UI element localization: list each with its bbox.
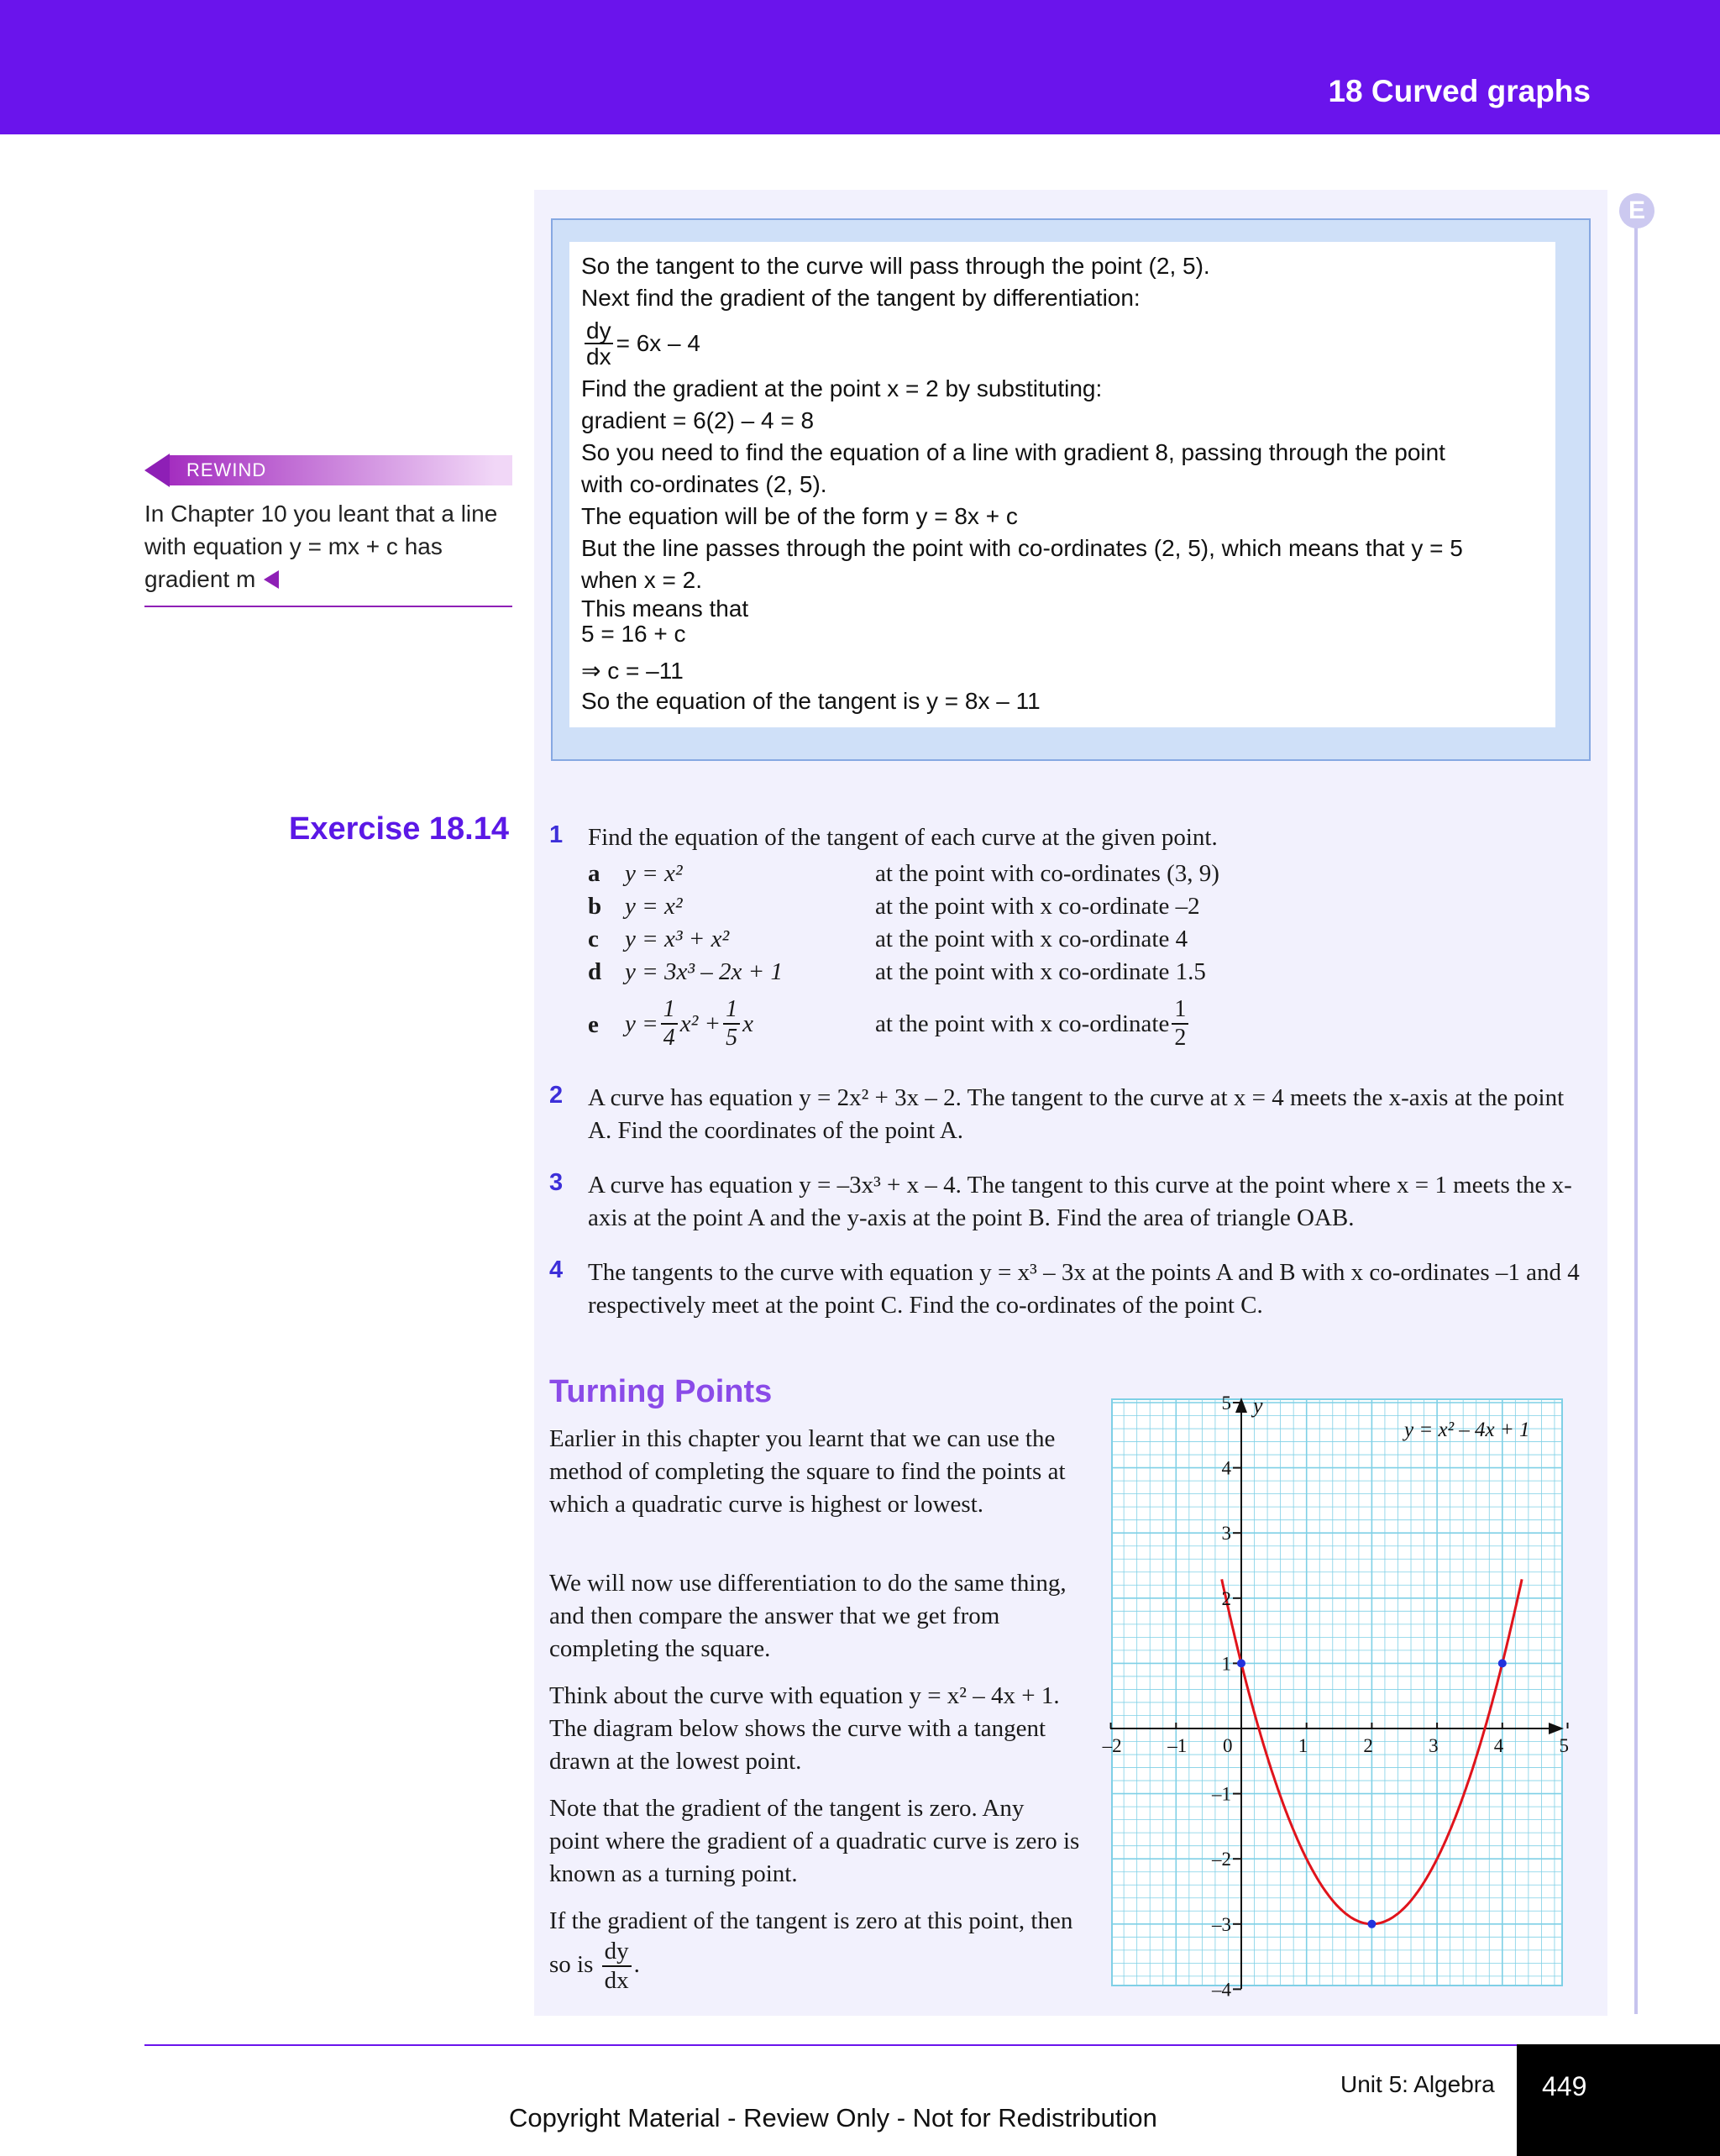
rewind-arrow-icon — [144, 454, 170, 487]
worked-example-body — [569, 242, 1555, 727]
side-rule — [1634, 220, 1638, 2014]
part-equation: y = x³ + x² — [625, 926, 730, 952]
fraction-numerator: 1 — [1172, 996, 1188, 1025]
dydx-fraction — [585, 318, 613, 370]
question-text: Find the equation of the tangent of each curve at the given point. — [588, 824, 1218, 851]
y-tick-label: 1 — [1221, 1653, 1231, 1675]
section-heading: Turning Points — [549, 1374, 773, 1409]
x-tick-label: 2 — [1363, 1735, 1373, 1756]
question-number: 1 — [549, 821, 564, 848]
paragraph: Note that the gradient of the tangent is zero. Any point where the gradient of a quadratic curve is zero is known as a turning point. — [549, 1795, 1080, 1887]
part-condition: at the point with x co-ordinate 1.5 — [875, 958, 1206, 985]
fraction-numerator: 1 — [661, 996, 678, 1025]
example-line: when x = 2. — [581, 567, 702, 593]
fraction — [661, 996, 678, 1052]
extended-badge: E — [1619, 193, 1654, 228]
curve-point — [1367, 1920, 1376, 1928]
y-tick-label: –2 — [1212, 1849, 1231, 1870]
paragraph: Think about the curve with equation y = x² – 4x + 1. The diagram below shows the curve with a tangent drawn at the lowest point. — [549, 1682, 1060, 1775]
header-band — [0, 0, 1720, 134]
copyright-notice: Copyright Material - Review Only - Not for Redistribution — [509, 2103, 1157, 2132]
example-line: But the line passes through the point with co-ordinates (2, 5), which means that y = 5 — [581, 535, 1463, 561]
fraction-denominator: 4 — [663, 1025, 675, 1051]
fraction-denominator: dx — [604, 1967, 629, 1995]
x-tick-label: –1 — [1167, 1735, 1188, 1756]
example-line: The equation will be of the form y = 8x + c — [581, 503, 1018, 529]
eq-prefix: y = — [625, 1010, 658, 1037]
paragraph-text: If the gradient of the tangent is zero at this point, then so is — [549, 1907, 1073, 1978]
dydx-fraction — [602, 1938, 632, 1996]
rewind-note — [144, 454, 512, 607]
fraction-numerator: dy — [586, 317, 611, 344]
question-text: A curve has equation y = 2x² + 3x – 2. The tangent to the curve at x = 4 meets the x-axis at the point A. Find the coordinates of the point A. — [588, 1084, 1565, 1144]
paragraph-end: . — [633, 1951, 640, 1978]
condition-text: at the point with x co-ordinate — [875, 1010, 1170, 1037]
rewind-end-marker-icon — [264, 570, 279, 589]
example-line: gradient = 6(2) – 4 = 8 — [581, 407, 815, 433]
unit-label: Unit 5: Algebra — [1340, 2071, 1495, 2097]
rewind-tab — [144, 454, 512, 487]
part-label: d — [588, 958, 602, 985]
rewind-text-body: In Chapter 10 you leant that a line with equation y = mx + c has gradient m — [144, 501, 498, 592]
example-line: This means that — [581, 595, 749, 622]
y-tick-label: 4 — [1221, 1457, 1231, 1479]
part-label: e — [588, 1011, 599, 1038]
example-line: Find the gradient at the point x = 2 by substituting: — [581, 375, 1103, 401]
part-condition: at the point with co-ordinates (3, 9) — [875, 860, 1219, 887]
question-number: 2 — [549, 1082, 564, 1109]
example-line: with co-ordinates (2, 5). — [581, 471, 827, 497]
graph-svg — [1102, 1393, 1569, 2001]
fraction-denominator: 2 — [1174, 1025, 1187, 1051]
curve-point — [1498, 1659, 1507, 1667]
eq-suffix: x — [742, 1010, 753, 1037]
rewind-text — [144, 497, 512, 595]
fraction-denominator: 5 — [726, 1025, 738, 1051]
part-equation: y = x² — [625, 893, 683, 920]
part-equation — [625, 994, 753, 1053]
part-equation: y = x² — [625, 860, 683, 887]
example-line: So you need to find the equation of a line with gradient 8, passing through the point — [581, 439, 1445, 465]
x-tick-label: 4 — [1493, 1735, 1504, 1756]
y-tick-label: 3 — [1221, 1523, 1231, 1545]
y-tick-label: 5 — [1221, 1393, 1231, 1414]
paragraph — [549, 1905, 1080, 1996]
fraction-numerator: 1 — [723, 996, 740, 1025]
fraction — [1172, 996, 1188, 1052]
x-tick-label: –2 — [1102, 1735, 1122, 1756]
part-condition — [875, 994, 1191, 1053]
exercise-title: Exercise 18.14 — [289, 811, 510, 847]
part-equation: y = 3x³ – 2x + 1 — [625, 958, 783, 985]
footer-rule — [144, 2044, 1518, 2046]
y-axis-label: y — [1253, 1393, 1263, 1418]
example-line: Next find the gradient of the tangent by differentiation: — [581, 285, 1141, 311]
question-number: 4 — [549, 1256, 564, 1283]
part-label: c — [588, 926, 599, 952]
chapter-title: 18 Curved graphs — [1328, 74, 1591, 108]
y-tick-label: –1 — [1212, 1783, 1231, 1805]
curve-point — [1237, 1659, 1245, 1667]
curve-label: y = x² – 4x + 1 — [1404, 1419, 1530, 1441]
page-number: 449 — [1542, 2071, 1587, 2101]
paragraph: We will now use differentiation to do the same thing, and then compare the answer that we get from completing the square. — [549, 1570, 1067, 1662]
worked-example-frame — [551, 218, 1591, 761]
question-number: 3 — [549, 1169, 564, 1196]
fraction-numerator: dy — [602, 1938, 632, 1967]
example-conclusion: So the equation of the tangent is y = 8x – 11 — [581, 688, 1041, 714]
eq-middle: x² + — [679, 1010, 721, 1037]
paragraph: Earlier in this chapter you learnt that we can use the method of completing the square to find the points at which a quadratic curve is highest or lowest. — [549, 1425, 1066, 1518]
fraction — [723, 996, 740, 1052]
y-tick-label: –4 — [1212, 1979, 1231, 2001]
question-text: A curve has equation y = –3x³ + x – 4. The tangent to this curve at the point where x = 1 meets the x-axis at the point A and the y-axis at the point B. Find the area of triangle OAB. — [588, 1172, 1572, 1231]
rewind-label: REWIND — [186, 459, 267, 480]
example-line: So the tangent to the curve will pass through the point (2, 5). — [581, 253, 1210, 279]
derivative-expression — [581, 314, 1544, 373]
question-text: The tangents to the curve with equation y = x³ – 3x at the points A and B with x co-ordinates –1 and 4 respectively meet at the point C. Find the co-ordinates of the point C. — [588, 1259, 1580, 1319]
example-equation: 5 = 16 + c — [581, 621, 686, 647]
example-equation: ⇒ c = –11 — [581, 658, 684, 684]
part-condition: at the point with x co-ordinate 4 — [875, 926, 1188, 952]
y-tick-label: 2 — [1221, 1587, 1231, 1609]
part-label: a — [588, 860, 600, 887]
derivative-rhs: = 6x – 4 — [616, 330, 700, 356]
fraction-denominator: dx — [586, 344, 611, 370]
part-condition: at the point with x co-ordinate –2 — [875, 893, 1200, 920]
part-label: b — [588, 893, 602, 920]
y-tick-label: –3 — [1212, 1913, 1231, 1935]
rewind-rule — [144, 606, 512, 607]
parabola-graph — [1102, 1393, 1569, 2001]
question-part — [0, 994, 1720, 1053]
x-tick-label: 3 — [1429, 1735, 1439, 1756]
x-tick-label: 0 — [1223, 1735, 1233, 1756]
x-tick-label: 5 — [1559, 1735, 1569, 1756]
x-tick-label: 1 — [1298, 1735, 1308, 1756]
